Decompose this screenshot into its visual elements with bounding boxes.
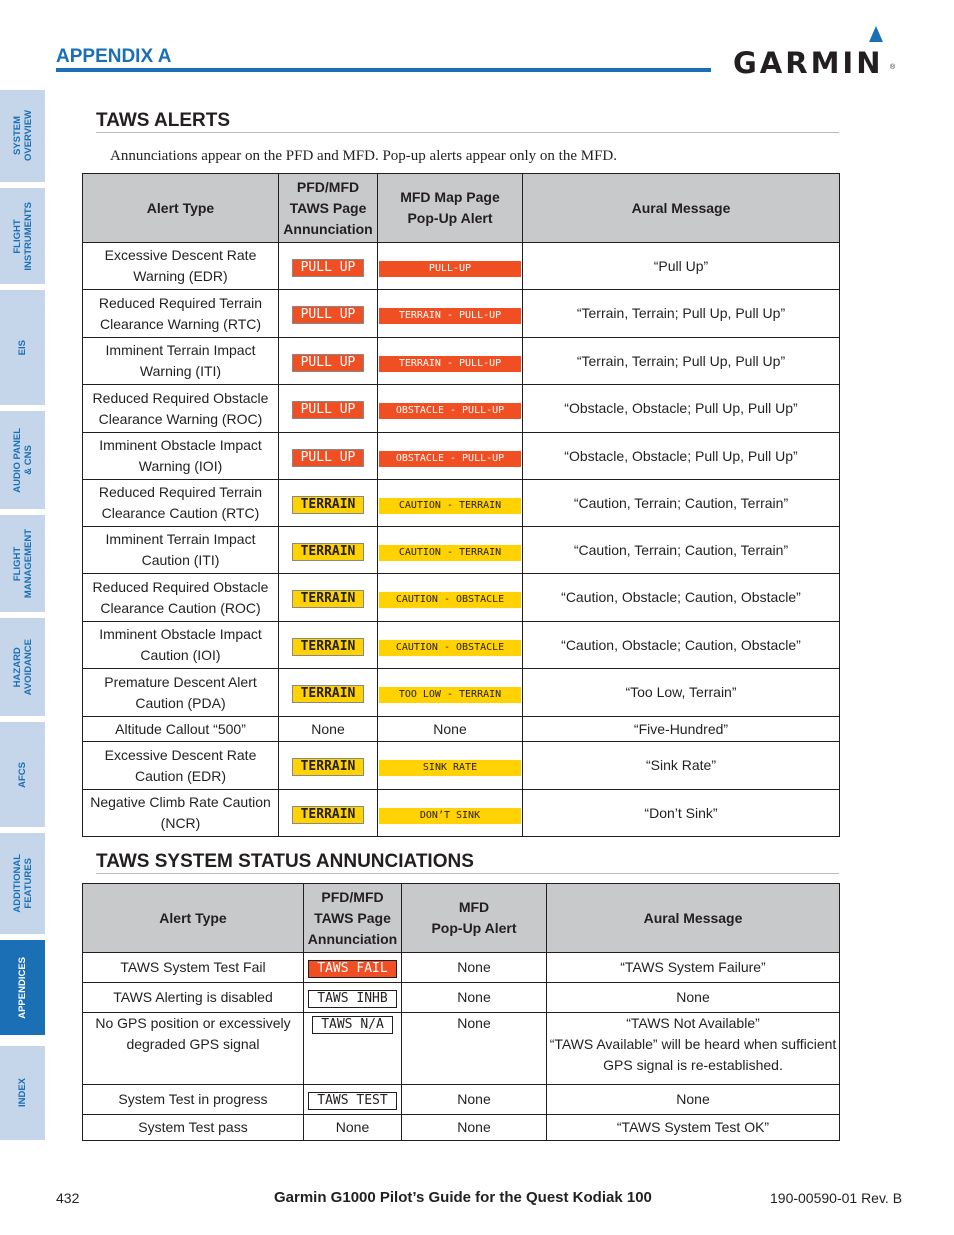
- header-popup: MFD Map Page Pop-Up Alert: [378, 174, 523, 243]
- page-number: 432: [56, 1190, 80, 1206]
- cell-aural: “Terrain, Terrain; Pull Up, Pull Up”: [523, 290, 840, 338]
- table-row: [83, 717, 840, 742]
- cell-popup: [378, 385, 523, 433]
- table-row: [83, 385, 840, 433]
- cell-popup: None: [402, 983, 547, 1013]
- cell-alert-type: System Test in progress: [83, 1085, 304, 1115]
- header-aural: Aural Message: [547, 884, 840, 953]
- cell-annunciation: [304, 983, 402, 1013]
- cell-annunciation: [279, 243, 378, 290]
- cell-popup: [378, 742, 523, 790]
- cell-annunciation: [279, 717, 378, 742]
- tab-label: SYSTEM OVERVIEW: [11, 110, 34, 162]
- tab-label: APPENDICES: [17, 956, 28, 1019]
- cell-annunciation: [279, 669, 378, 717]
- cell-annunciation: [279, 385, 378, 433]
- cell-popup: [378, 790, 523, 837]
- section-title-status: TAWS SYSTEM STATUS ANNUNCIATIONS: [96, 851, 474, 872]
- popup-alert-box: CAUTION - OBSTACLE: [379, 592, 521, 608]
- table-row: [83, 1085, 840, 1115]
- cell-aural: “Five-Hundred”: [523, 717, 840, 742]
- cell-aural: “Sink Rate”: [523, 742, 840, 790]
- popup-alert-box: CAUTION - OBSTACLE: [379, 640, 521, 656]
- tab-label: ADDITIONAL FEATURES: [11, 854, 34, 913]
- header-alert-type: Alert Type: [83, 174, 279, 243]
- table-row: [83, 790, 840, 837]
- annunciation-box: TERRAIN: [292, 496, 365, 514]
- cell-popup: [378, 290, 523, 338]
- table-row: [83, 574, 840, 622]
- tab-audio-panel[interactable]: [0, 411, 45, 509]
- annunciation-box: PULL UP: [292, 354, 365, 372]
- header-aural: Aural Message: [523, 174, 840, 243]
- cell-popup: [378, 480, 523, 527]
- table-row: [83, 1115, 840, 1141]
- popup-alert-box: CAUTION - TERRAIN: [379, 498, 521, 514]
- cell-popup: [378, 622, 523, 669]
- section-rule: [96, 873, 839, 874]
- table-row: [83, 480, 840, 527]
- annunciation-box: TERRAIN: [292, 806, 365, 824]
- cell-popup: [378, 527, 523, 574]
- cell-annunciation: [304, 953, 402, 983]
- annunciation-box: TERRAIN: [292, 590, 365, 608]
- table-row: [83, 622, 840, 669]
- annunciation-box: PULL UP: [292, 259, 365, 277]
- annunciation-box: PULL UP: [292, 449, 365, 467]
- annunciation-box: PULL UP: [292, 401, 365, 419]
- cell-popup: [378, 717, 523, 742]
- cell-annunciation: [279, 433, 378, 480]
- tab-label: INDEX: [17, 1078, 28, 1108]
- cell-annunciation: [279, 290, 378, 338]
- cell-alert-type: Reduced Required Terrain Clearance Caution (RTC): [83, 480, 279, 527]
- cell-aural: None: [547, 983, 840, 1013]
- annunciation-box: TERRAIN: [292, 758, 365, 776]
- appendix-label: APPENDIX A: [56, 46, 172, 67]
- garmin-logo: [733, 26, 898, 80]
- annunciation-box: TERRAIN: [292, 638, 365, 656]
- popup-alert-box: None: [433, 720, 467, 737]
- cell-alert-type: Imminent Terrain Impact Caution (ITI): [83, 527, 279, 574]
- table-row: [83, 527, 840, 574]
- cell-annunciation: [279, 338, 378, 385]
- header-popup: MFD Pop-Up Alert: [402, 884, 547, 953]
- footer-title: Garmin G1000 Pilot’s Guide for the Quest Kodiak 100: [274, 1189, 652, 1206]
- tab-label: AFCS: [17, 761, 28, 788]
- intro-text: Annunciations appear on the PFD and MFD. Pop-up alerts appear only on the MFD.: [110, 148, 618, 164]
- registered-mark: ®: [890, 64, 896, 71]
- tab-label: HAZARD AVOIDANCE: [11, 638, 34, 696]
- cell-alert-type: Negative Climb Rate Caution (NCR): [83, 790, 279, 837]
- header-annunciation: PFD/MFD TAWS Page Annunciation: [304, 884, 402, 953]
- cell-aural: “TAWS System Test OK”: [547, 1115, 840, 1141]
- cell-annunciation: [279, 742, 378, 790]
- cell-aural: “Caution, Terrain; Caution, Terrain”: [523, 480, 840, 527]
- table-row: [83, 742, 840, 790]
- cell-popup: None: [402, 1115, 547, 1141]
- cell-alert-type: Imminent Obstacle Impact Warning (IOI): [83, 433, 279, 480]
- tab-system-overview[interactable]: [0, 90, 45, 182]
- cell-popup: None: [402, 953, 547, 983]
- taws-status-table: [82, 883, 840, 1141]
- garmin-logo-text: GARMIN: [733, 46, 884, 80]
- cell-annunciation: [279, 574, 378, 622]
- header-alert-type: Alert Type: [83, 884, 304, 953]
- cell-annunciation: [279, 480, 378, 527]
- cell-aural: “Don’t Sink”: [523, 790, 840, 837]
- annunciation-box: TERRAIN: [292, 543, 365, 561]
- cell-aural: “TAWS Not Available” “TAWS Available” will be heard when sufficient GPS signal is re-established.: [547, 1013, 840, 1085]
- tab-label: EIS: [17, 339, 28, 356]
- tab-label: FLIGHT INSTRUMENTS: [11, 201, 34, 271]
- tab-label: FLIGHT MANAGEMENT: [11, 528, 34, 599]
- cell-popup: [378, 669, 523, 717]
- annunciation-box: TAWS N/A: [312, 1016, 393, 1034]
- cell-alert-type: Reduced Required Obstacle Clearance Warning (ROC): [83, 385, 279, 433]
- cell-alert-type: Reduced Required Terrain Clearance Warning (RTC): [83, 290, 279, 338]
- cell-alert-type: Premature Descent Alert Caution (PDA): [83, 669, 279, 717]
- cell-aural: None: [547, 1085, 840, 1115]
- table-header-row: [83, 174, 840, 243]
- annunciation-box: TERRAIN: [292, 685, 365, 703]
- cell-alert-type: Imminent Obstacle Impact Caution (IOI): [83, 622, 279, 669]
- cell-annunciation: [279, 790, 378, 837]
- tab-index[interactable]: [0, 1046, 45, 1140]
- cell-alert-type: System Test pass: [83, 1115, 304, 1141]
- cell-alert-type: Excessive Descent Rate Caution (EDR): [83, 742, 279, 790]
- cell-aural: “Too Low, Terrain”: [523, 669, 840, 717]
- cell-popup: [378, 433, 523, 480]
- annunciation-box: TAWS INHB: [308, 990, 396, 1008]
- tab-eis[interactable]: [0, 290, 45, 405]
- table-row: [83, 433, 840, 480]
- table-row: [83, 983, 840, 1013]
- section-rule: [96, 132, 839, 133]
- cell-alert-type: Imminent Terrain Impact Warning (ITI): [83, 338, 279, 385]
- table-row: [83, 338, 840, 385]
- taws-alerts-body: [83, 243, 840, 837]
- table-row: [83, 290, 840, 338]
- table-header-row: [83, 884, 840, 953]
- popup-alert-box: TERRAIN - PULL-UP: [379, 356, 521, 372]
- table-row: [83, 669, 840, 717]
- cell-alert-type: TAWS System Test Fail: [83, 953, 304, 983]
- cell-popup: None: [402, 1013, 547, 1085]
- popup-alert-box: PULL-UP: [379, 261, 521, 277]
- header-rule: [56, 68, 711, 72]
- table-row: [83, 1013, 840, 1085]
- cell-alert-type: Altitude Callout “500”: [83, 717, 279, 742]
- annunciation-box: PULL UP: [292, 306, 365, 324]
- annunciation-box: None: [311, 720, 345, 737]
- cell-popup: [378, 574, 523, 622]
- table-row: [83, 953, 840, 983]
- tab-afcs[interactable]: [0, 722, 45, 827]
- cell-aural: “Obstacle, Obstacle; Pull Up, Pull Up”: [523, 433, 840, 480]
- cell-annunciation: [304, 1085, 402, 1115]
- cell-alert-type: Excessive Descent Rate Warning (EDR): [83, 243, 279, 290]
- section-title-taws-alerts: TAWS ALERTS: [96, 110, 231, 131]
- cell-aural: “TAWS System Failure”: [547, 953, 840, 983]
- annunciation-box: TAWS TEST: [308, 1092, 396, 1110]
- popup-alert-box: OBSTACLE - PULL-UP: [379, 451, 521, 467]
- annunciation-box: TAWS FAIL: [308, 960, 396, 978]
- cell-alert-type: Reduced Required Obstacle Clearance Caution (ROC): [83, 574, 279, 622]
- tab-label: AUDIO PANEL & CNS: [11, 427, 34, 493]
- tab-additional-features[interactable]: [0, 833, 45, 934]
- table-row: [83, 243, 840, 290]
- tab-hazard-avoidance[interactable]: [0, 618, 45, 716]
- cell-annunciation: [304, 1115, 402, 1141]
- tab-appendices[interactable]: [0, 940, 45, 1035]
- cell-aural: “Obstacle, Obstacle; Pull Up, Pull Up”: [523, 385, 840, 433]
- popup-alert-box: CAUTION - TERRAIN: [379, 545, 521, 561]
- cell-aural: “Terrain, Terrain; Pull Up, Pull Up”: [523, 338, 840, 385]
- garmin-triangle-icon: [869, 26, 883, 42]
- cell-aural: “Caution, Obstacle; Caution, Obstacle”: [523, 622, 840, 669]
- popup-alert-box: TOO LOW - TERRAIN: [379, 687, 521, 703]
- popup-alert-box: TERRAIN - PULL-UP: [379, 308, 521, 324]
- taws-alerts-table: [82, 173, 840, 837]
- tab-flight-instruments[interactable]: [0, 188, 45, 284]
- cell-annunciation: [279, 527, 378, 574]
- popup-alert-box: DON’T SINK: [379, 808, 521, 824]
- taws-status-body: [83, 953, 840, 1141]
- cell-alert-type: TAWS Alerting is disabled: [83, 983, 304, 1013]
- popup-alert-box: SINK RATE: [379, 760, 521, 776]
- footer-doc-number: 190-00590-01 Rev. B: [770, 1190, 903, 1206]
- cell-annunciation: [304, 1013, 402, 1085]
- cell-aural: “Caution, Terrain; Caution, Terrain”: [523, 527, 840, 574]
- header-annunciation: PFD/MFD TAWS Page Annunciation: [279, 174, 378, 243]
- cell-annunciation: [279, 622, 378, 669]
- cell-popup: [378, 243, 523, 290]
- cell-popup: None: [402, 1085, 547, 1115]
- tab-flight-management[interactable]: [0, 515, 45, 612]
- popup-alert-box: OBSTACLE - PULL-UP: [379, 403, 521, 419]
- cell-aural: “Pull Up”: [523, 243, 840, 290]
- cell-aural: “Caution, Obstacle; Caution, Obstacle”: [523, 574, 840, 622]
- annunciation-box: None: [335, 1119, 370, 1135]
- cell-popup: [378, 338, 523, 385]
- cell-alert-type: No GPS position or excessively degraded GPS signal: [83, 1013, 304, 1085]
